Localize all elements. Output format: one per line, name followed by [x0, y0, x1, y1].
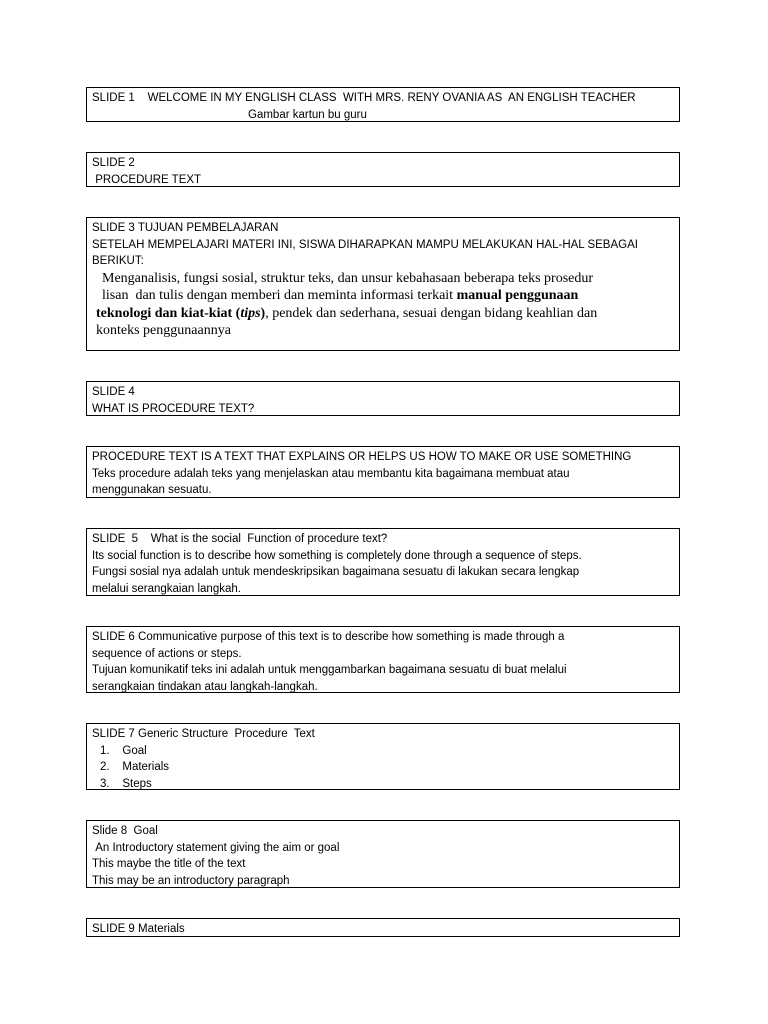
slide-6-id: Tujuan komunikatif teks ini adalah untuk menggambarkan bagaimana sesuatu di buat melalui	[92, 664, 567, 676]
objective-emphasis: manual penggunaan	[456, 288, 579, 303]
slide-3-box	[86, 217, 680, 351]
slide-3-intro: SETELAH MEMPELAJARI MATERI INI, SISWA DIHARAPKAN MAMPU MELAKUKAN HAL-HAL SEBAGAI	[92, 238, 638, 251]
slide-3-objective	[92, 270, 674, 340]
slide-2-label: SLIDE 2	[92, 157, 135, 169]
list-item: 3. Steps	[100, 777, 152, 790]
definition-en: PROCEDURE TEXT IS A TEXT THAT EXPLAINS OR HELPS US HOW TO MAKE OR USE SOMETHING	[92, 451, 632, 463]
list-item: 2. Materials	[100, 761, 170, 773]
slide-5-id: Fungsi sosial nya adalah untuk mendeskripsikan bagaimana sesuatu di lakukan secara lengkap	[92, 566, 580, 578]
slide-5-id-cont: melalui serangkaian langkah.	[92, 582, 241, 595]
definition-id-cont: menggunakan sesuatu.	[92, 484, 212, 496]
slide-6-en-cont: sequence of actions or steps.	[92, 647, 242, 660]
slide-6-id-cont: serangkaian tindakan atau langkah-langkah.	[92, 680, 318, 693]
list-item: 1. Goal	[100, 744, 147, 757]
slide-7-title: SLIDE 7 Generic Structure Procedure Text	[92, 728, 315, 740]
slide-9-title: SLIDE 9 Materials	[92, 923, 185, 935]
slide-8-line: This may be an introductory paragraph	[92, 874, 290, 887]
slide-5-en: Its social function is to describe how something is completely done through a sequence of steps.	[92, 549, 582, 562]
slide-8-line: An Introductory statement giving the aim or goal	[92, 841, 340, 854]
objective-tips: tips	[240, 305, 261, 321]
objective-emphasis: )	[260, 305, 266, 321]
slide-8-line: This maybe the title of the text	[92, 858, 246, 870]
slide-4-box	[86, 381, 680, 416]
slide-3-title: SLIDE 3 TUJUAN PEMBELAJARAN	[92, 222, 279, 234]
objective-text: , pendek dan sederhana, sesuai dengan bidang keahlian dan	[265, 305, 598, 321]
objective-line-4: konteks penggunaannya	[96, 323, 231, 338]
slide-2-title: PROCEDURE TEXT	[92, 173, 202, 186]
slide-9-box	[86, 918, 680, 937]
slide-5-box	[86, 528, 680, 596]
objective-line-2	[92, 287, 674, 305]
slide-2-box	[86, 152, 680, 187]
slide-6-box	[86, 626, 680, 693]
slide-1-title: SLIDE 1 WELCOME IN MY ENGLISH CLASS WITH MRS. RENY OVANIA AS AN ENGLISH TEACHER	[92, 92, 636, 104]
slide-4-title: WHAT IS PROCEDURE TEXT?	[92, 402, 255, 415]
slide-1-box	[86, 87, 680, 122]
objective-emphasis: teknologi dan kiat-kiat (	[96, 305, 241, 321]
objective-text: lisan dan tulis dengan memberi dan meminta informasi terkait	[102, 288, 457, 303]
definition-id: Teks procedure adalah teks yang menjelaskan atau membantu kita bagaimana membuat atau	[92, 467, 570, 480]
objective-line-1: Menganalisis, fungsi sosial, struktur teks, dan unsur kebahasaan beberapa teks prosedur	[102, 270, 594, 286]
slide-6-title: SLIDE 6 Communicative purpose of this text is to describe how something is made through a	[92, 631, 565, 643]
slide-1-note: Gambar kartun bu guru	[248, 108, 367, 121]
slide-3-intro-cont: BERIKUT:	[92, 255, 144, 267]
slide-8-box	[86, 820, 680, 888]
slide-8-title: Slide 8 Goal	[92, 825, 158, 837]
slide-4-label: SLIDE 4	[92, 386, 135, 398]
slide-5-title: SLIDE 5 What is the social Function of procedure text?	[92, 533, 388, 545]
slide-7-box	[86, 723, 680, 790]
objective-line-3	[92, 305, 674, 323]
definition-box	[86, 446, 680, 498]
